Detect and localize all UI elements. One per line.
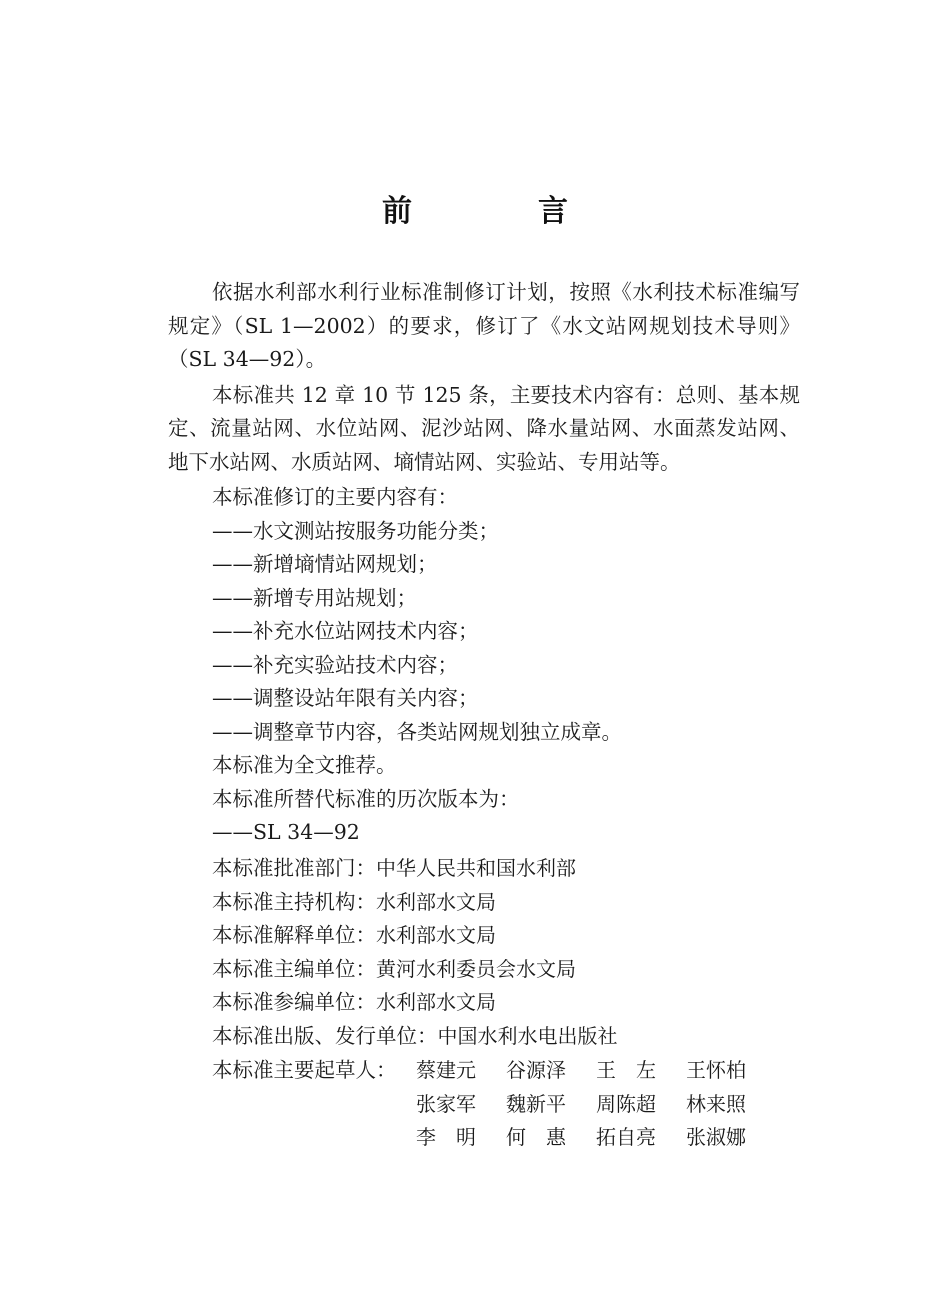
- drafter-name: 拓自亮: [596, 1125, 656, 1149]
- drafter-name: 蔡建元: [416, 1058, 476, 1082]
- info-value: 黄河水利委员会水文局: [376, 956, 576, 981]
- revision-item: ——新增墒情站网规划；: [212, 552, 438, 576]
- info-value: 水利部水文局: [376, 923, 496, 947]
- publication-info: [212, 852, 812, 1053]
- info-row: [212, 986, 812, 1020]
- info-label: 本标准参编单位：: [212, 990, 376, 1014]
- revision-item: ——调整设站年限有关内容；: [212, 686, 479, 710]
- drafter-name: 周陈超: [596, 1091, 656, 1116]
- info-row: [212, 1020, 812, 1054]
- info-row: [212, 919, 812, 953]
- body-text: [168, 276, 800, 850]
- revision-item: ——新增专用站规划；: [212, 585, 417, 610]
- info-label: 本标准批准部门：: [212, 856, 376, 880]
- drafter-name: 谷源泽: [506, 1058, 566, 1082]
- drafters-section: [212, 1054, 746, 1149]
- info-row: [212, 953, 812, 987]
- drafter-name: 何 惠: [506, 1125, 566, 1149]
- info-value: 中华人民共和国水利部: [376, 856, 576, 880]
- drafter-name: 林来照: [686, 1091, 746, 1116]
- info-label: 本标准主编单位：: [212, 956, 376, 981]
- revision-item: ——调整章节内容，各类站网规划独立成章。: [212, 719, 622, 744]
- drafters-list: [416, 1054, 776, 1155]
- drafter-name: 王 左: [596, 1058, 656, 1082]
- drafter-name: 张淑娜: [686, 1125, 746, 1149]
- replaced-item: ——SL 34—92: [212, 820, 360, 844]
- info-value: 水利部水文局: [376, 990, 496, 1014]
- info-label: 本标准解释单位：: [212, 923, 376, 947]
- replaced-intro: 本标准所替代标准的历次版本为：: [212, 786, 520, 811]
- info-row: [212, 886, 812, 920]
- revision-item: ——补充实验站技术内容；: [212, 652, 458, 677]
- page-title: 前 言: [382, 194, 616, 229]
- info-value: 水利部水文局: [376, 889, 496, 914]
- info-value: 中国水利水电出版社: [437, 1023, 618, 1048]
- info-label: 本标准出版、发行单位：: [212, 1023, 438, 1048]
- revision-item: ——水文测站按服务功能分类；: [212, 518, 499, 543]
- paragraph-basis: 依据水利部水利行业标准制修订计划，按照《水利技术标准编写规定》（SL 1—2002）的要求，修订了《水文站网规划技术导则》（SL 34—92）。: [168, 280, 800, 371]
- info-row: [212, 852, 812, 886]
- revision-item: ——补充水位站网技术内容；: [212, 619, 479, 643]
- drafter-name: 王怀柏: [686, 1058, 746, 1082]
- info-label: 本标准主持机构：: [212, 889, 376, 914]
- drafter-name: 李 明: [416, 1125, 476, 1149]
- revision-intro: 本标准修订的主要内容有：: [212, 485, 458, 509]
- paragraph-contents: 本标准共 12 章 10 节 125 条，主要技术内容有：总则、基本规定、流量站网、水位站网、泥沙站网、降水量站网、水面蒸发站网、地下水站网、水质站网、墒情站网、实验站、专用站等。: [168, 382, 800, 474]
- drafter-name: 张家军: [416, 1091, 476, 1116]
- drafters-label: 本标准主要起草人：: [212, 1058, 397, 1082]
- drafter-name: 魏新平: [506, 1091, 566, 1116]
- recommend-statement: 本标准为全文推荐。: [212, 753, 397, 777]
